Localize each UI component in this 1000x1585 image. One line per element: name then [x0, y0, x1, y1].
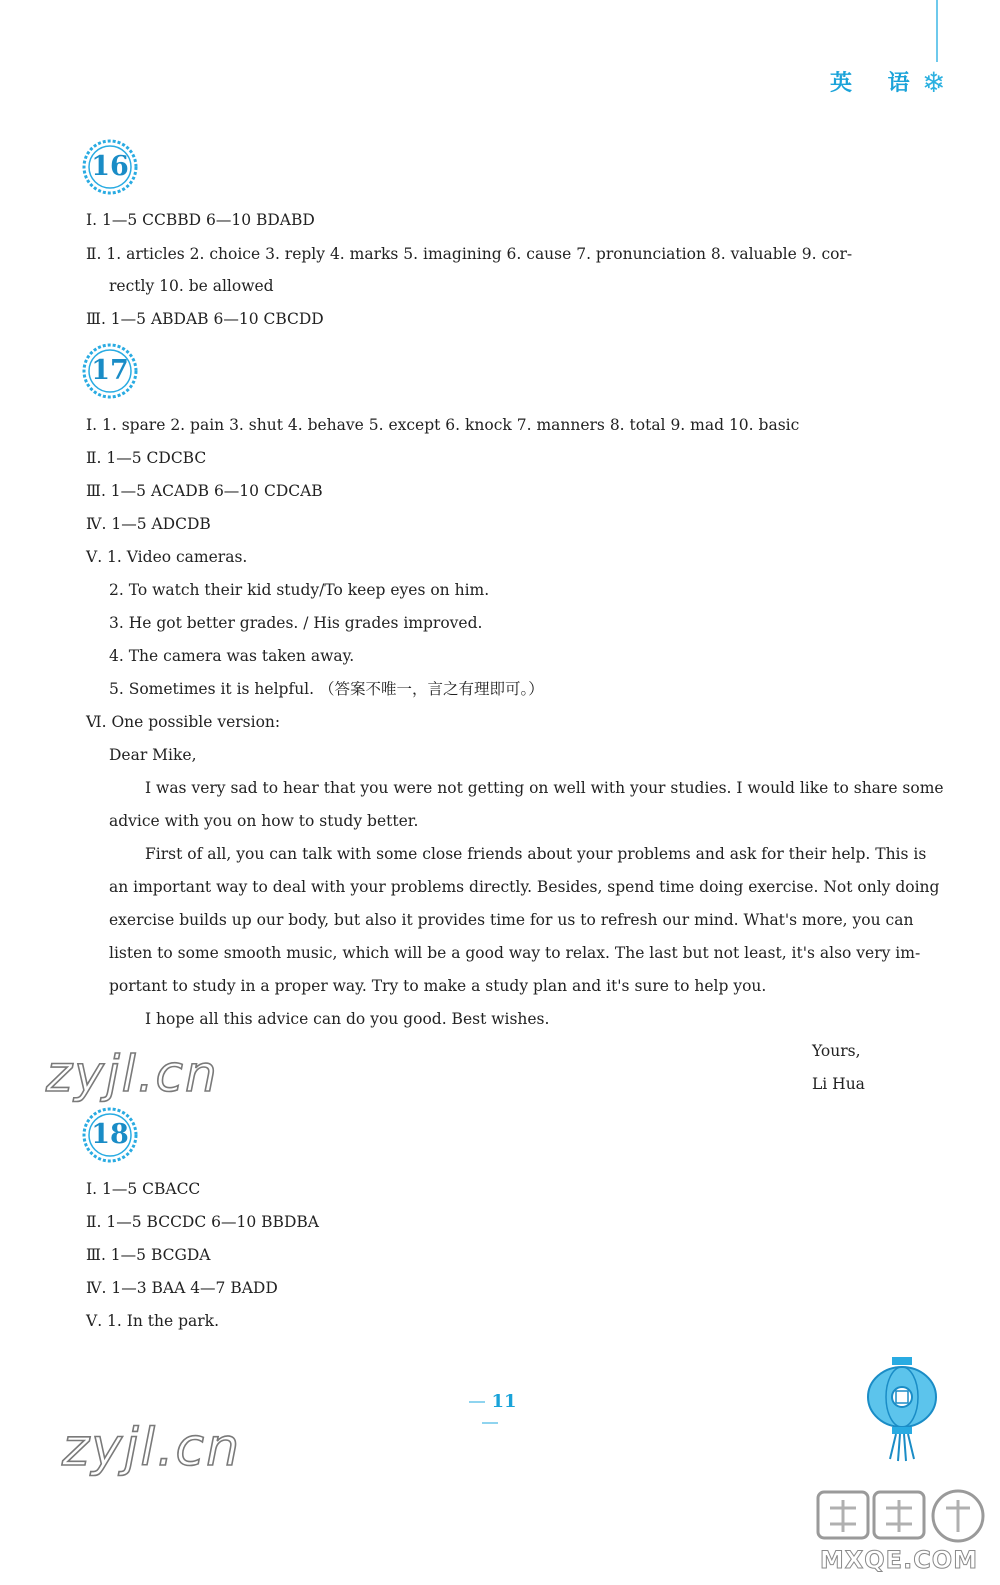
letter-line: advice with you on how to study better. — [109, 812, 419, 830]
answer-line: 2. To watch their kid study/To keep eyes on him. — [109, 581, 490, 599]
answer-line: 3. He got better grades. / His grades improved. — [109, 614, 483, 632]
answer-line: Ⅰ. 1—5 CBACC — [86, 1180, 201, 1198]
answer-line: Ⅱ. 1—5 BCCDC 6—10 BBDBA — [86, 1213, 319, 1231]
letter-line: exercise builds up our body, but also it provides time for us to refresh our mind. What's more, you can — [109, 911, 914, 929]
letter-line: First of all, you can talk with some close friends about your problems and ask for their help. This is — [145, 845, 927, 863]
answer-line: 4. The camera was taken away. — [109, 647, 355, 665]
answer-line: Ⅰ. 1—5 CCBBD 6—10 BDABD — [86, 211, 315, 229]
subject-title: 英 语 — [830, 71, 924, 96]
answer-line: Ⅲ. 1—5 ACADB 6—10 CDCAB — [86, 482, 323, 500]
answer-line: Ⅳ. 1—3 BAA 4—7 BADD — [86, 1279, 278, 1297]
page-number: 11 — [450, 1391, 530, 1433]
header-divider-line — [936, 0, 938, 62]
section-badge-17 — [82, 343, 138, 399]
section-number: 16 — [91, 151, 129, 182]
letter-line: I hope all this advice can do you good. Best wishes. — [145, 1010, 550, 1028]
letter-line: portant to study in a proper way. Try to make a study plan and it's sure to help you. — [109, 977, 767, 995]
letter-line: I was very sad to hear that you were not getting on well with your studies. I would like to share some — [145, 779, 944, 797]
answer-line: Ⅲ. 1—5 ABDAB 6—10 CBCDD — [86, 310, 324, 328]
section-number: 17 — [91, 355, 129, 386]
letter-line: an important way to deal with your problems directly. Besides, spend time doing exercise. Not only doing — [109, 878, 940, 896]
watermark-text: zyjl.cn — [62, 1418, 242, 1478]
essay-heading: Ⅵ. One possible version: — [86, 713, 281, 731]
letter-line: listen to some smooth music, which will be a good way to relax. The last but not least, it's also very im- — [109, 944, 921, 962]
letter-greeting: Dear Mike, — [109, 746, 197, 764]
lantern-icon — [862, 1355, 942, 1465]
letter-closing: Yours, — [812, 1042, 861, 1060]
answer-line: Ⅳ. 1—5 ADCDB — [86, 515, 211, 533]
section-number: 18 — [91, 1119, 129, 1150]
answer-line: Ⅲ. 1—5 BCGDA — [86, 1246, 211, 1264]
answer-line: Ⅱ. 1. articles 2. choice 3. reply 4. marks 5. imagining 6. cause 7. pronunciation 8. valuable 9. cor- — [86, 245, 853, 263]
answer-line: Ⅰ. 1. spare 2. pain 3. shut 4. behave 5. except 6. knock 7. manners 8. total 9. mad 10. basic — [86, 416, 800, 434]
section-badge-18 — [82, 1107, 138, 1163]
answer-line: 5. Sometimes it is helpful. （答案不唯一，言之有理即可。） — [109, 680, 544, 698]
answer-line: rectly 10. be allowed — [109, 277, 274, 295]
letter-signature: Li Hua — [812, 1075, 865, 1093]
watermark-text: zyjl.cn — [46, 1045, 219, 1103]
answer-line: Ⅴ. 1. In the park. — [86, 1312, 219, 1330]
section-badge-16 — [82, 139, 138, 195]
snowflake-icon: ❄ — [922, 66, 946, 99]
answer-line: Ⅴ. 1. Video cameras. — [86, 548, 248, 566]
answer-line: Ⅱ. 1—5 CDCBC — [86, 449, 207, 467]
site-watermark: MXQE.COM — [819, 1546, 979, 1574]
